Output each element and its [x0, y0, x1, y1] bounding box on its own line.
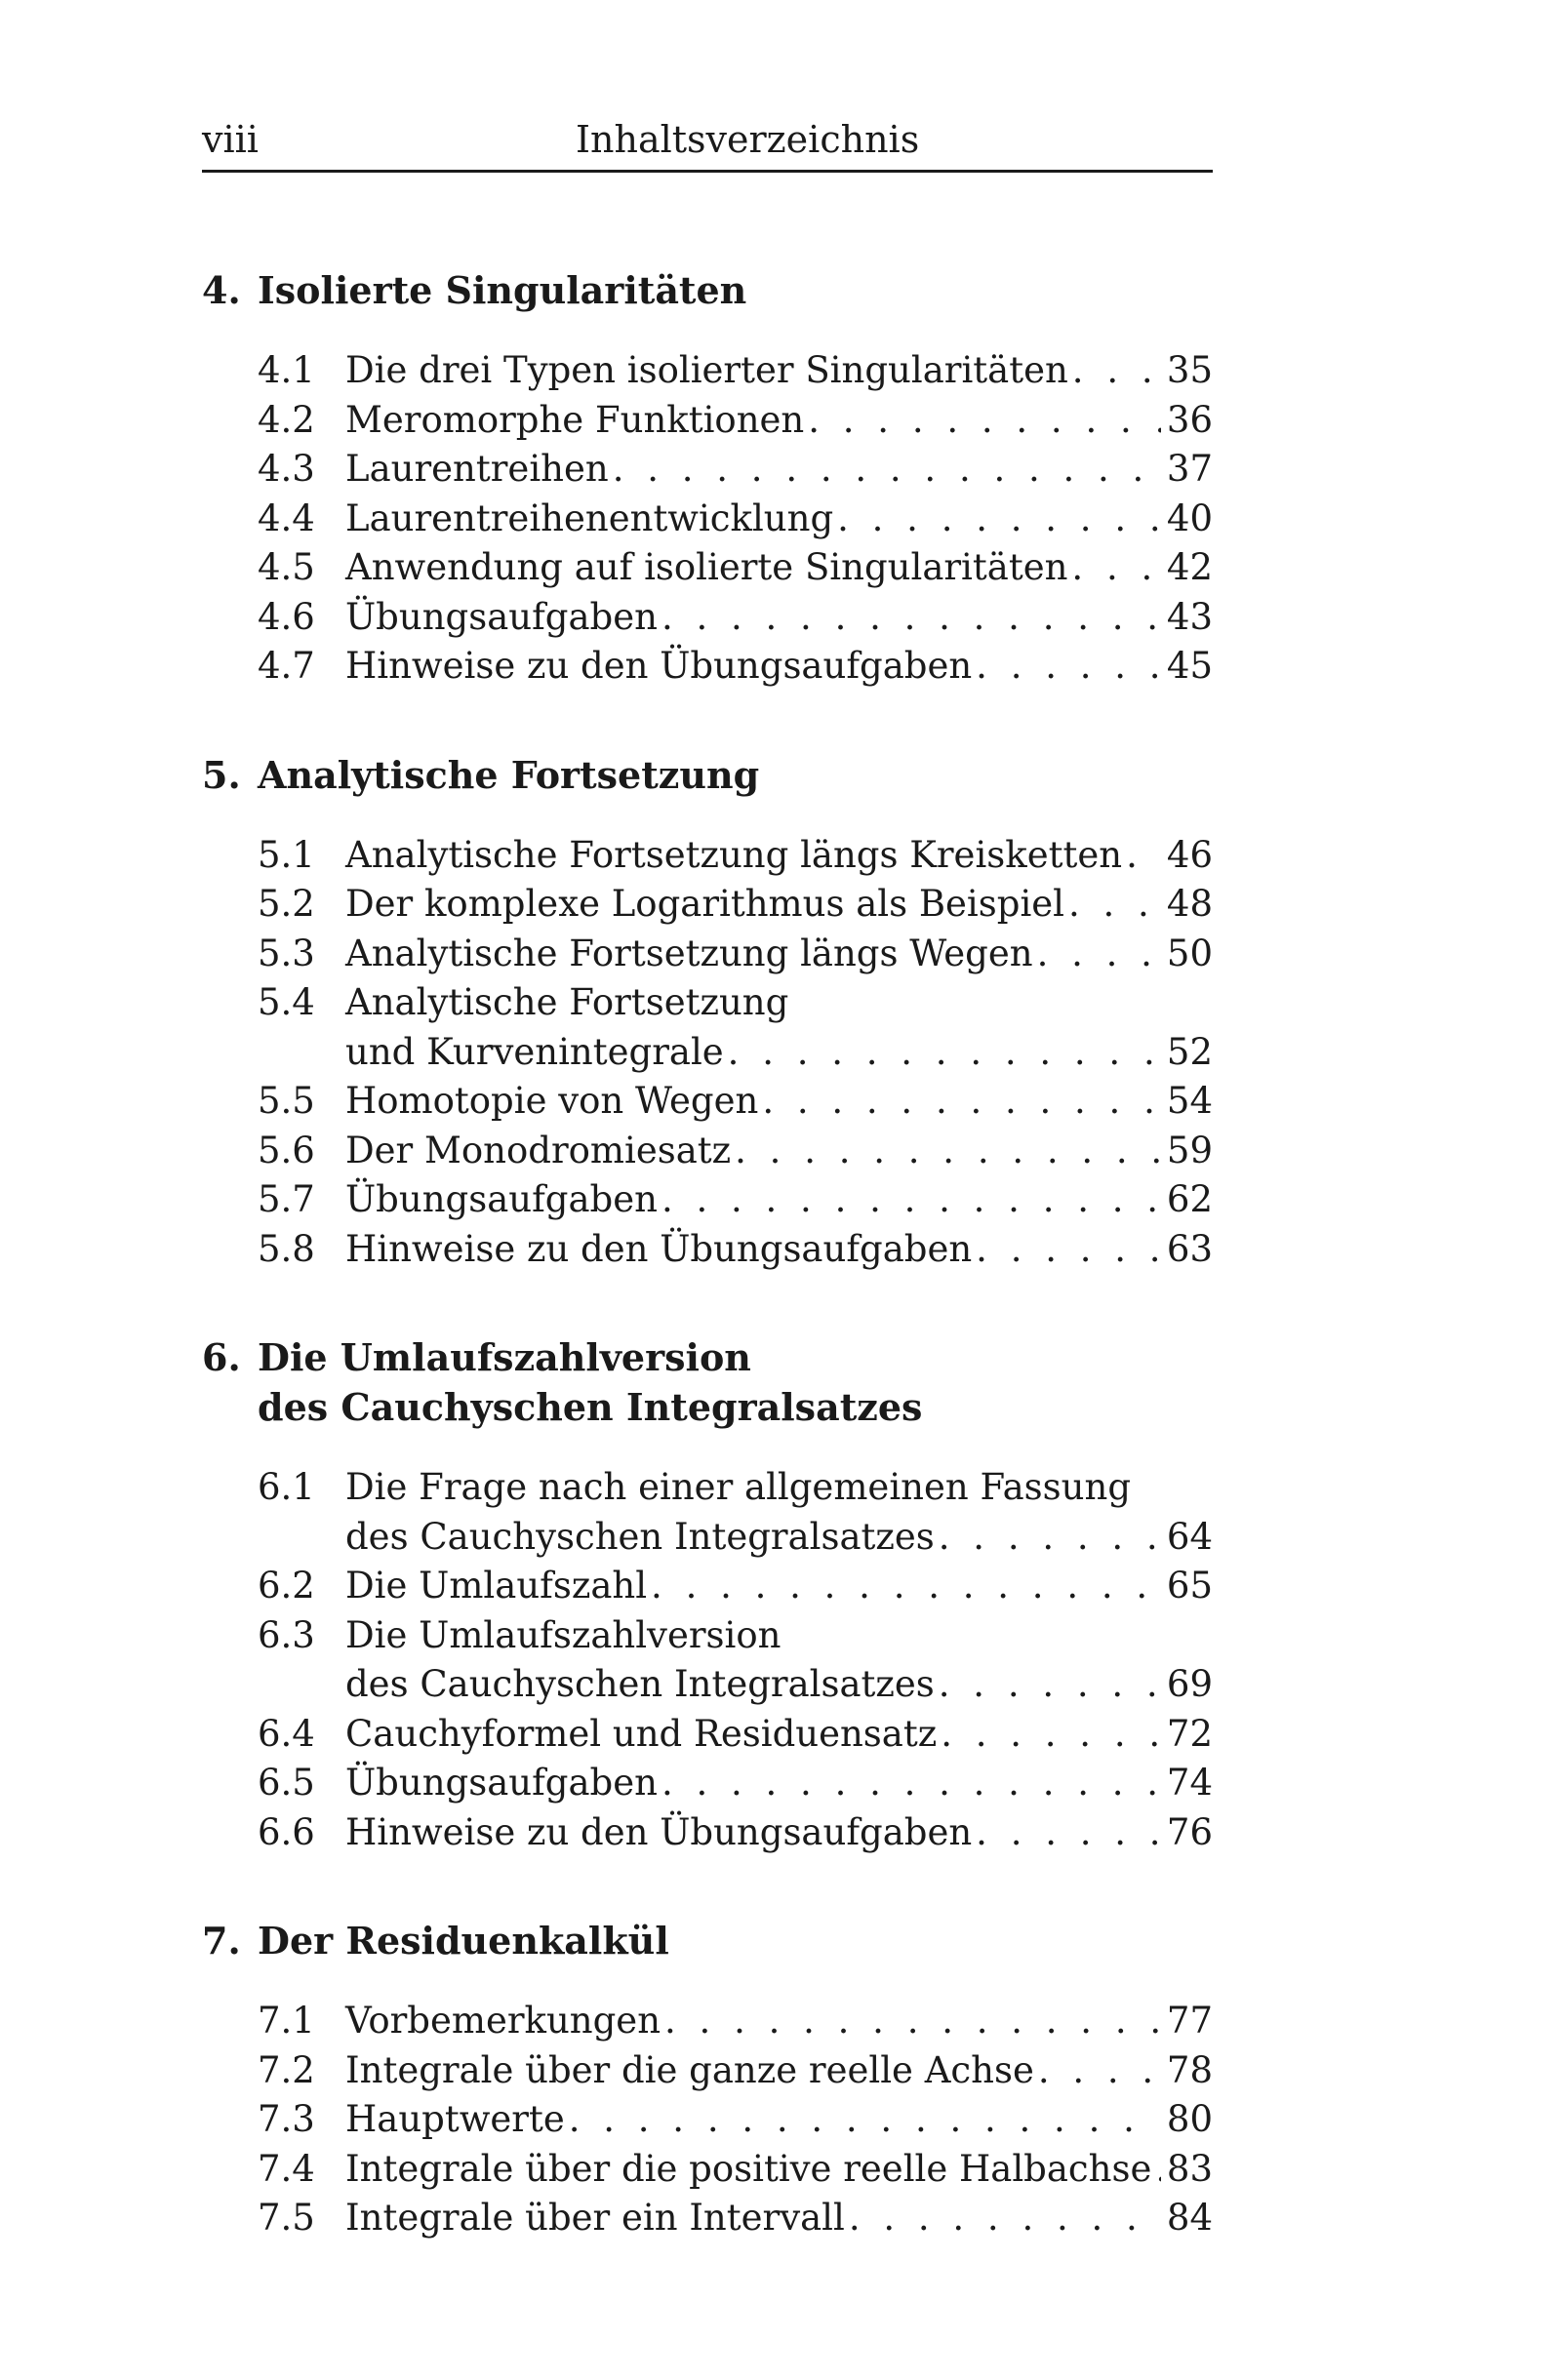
section-line: [345, 831, 1213, 881]
section-body: [345, 593, 1213, 643]
section-number: 7.1: [258, 2000, 315, 2042]
section-title: Übungsaufgaben: [345, 1178, 658, 1220]
dot-leader: [728, 1028, 1161, 1078]
section-number: 5.6: [258, 1129, 315, 1171]
section-title: Hinweise zu den Übungsaufgaben: [345, 1227, 973, 1270]
toc-entry[interactable]: [202, 642, 1213, 692]
dot-leader: [661, 593, 1161, 643]
page-reference: 69: [1166, 1663, 1213, 1705]
page-reference: 84: [1166, 2197, 1213, 2239]
toc-entry[interactable]: [202, 1997, 1213, 2046]
page-header: [202, 115, 1213, 173]
toc-entry[interactable]: [202, 1077, 1213, 1127]
section-body: [345, 445, 1213, 495]
page-reference: 52: [1166, 1030, 1213, 1073]
section-line: [345, 346, 1213, 396]
section-line: [345, 1463, 1213, 1513]
section-title: des Cauchyschen Integralsatzes: [345, 1515, 935, 1558]
toc-entry[interactable]: [202, 593, 1213, 643]
section-number: 4.2: [258, 398, 315, 441]
dot-leader: [613, 445, 1161, 495]
page-reference: 46: [1166, 833, 1213, 876]
section-body: [345, 880, 1213, 930]
page-number: viii: [202, 118, 259, 161]
section-title: Übungsaufgaben: [345, 1762, 658, 1804]
section-title: Hinweise zu den Übungsaufgaben: [345, 645, 973, 687]
section-number: 7.3: [258, 2098, 315, 2140]
section-line: [345, 495, 1213, 544]
section-number: 4.3: [258, 448, 315, 490]
page-reference: 74: [1166, 1762, 1213, 1804]
page-reference: 77: [1166, 2000, 1213, 2042]
chapter-title: [258, 265, 746, 315]
section-line: [345, 880, 1213, 930]
toc-entry[interactable]: [202, 1710, 1213, 1760]
section-number: 5.1: [258, 833, 315, 876]
toc-entry[interactable]: [202, 1463, 1213, 1562]
section-title: Vorbemerkungen: [345, 2000, 661, 2042]
chapter-number: 4.: [202, 268, 241, 312]
section-line: [345, 1175, 1213, 1225]
dot-leader: [849, 2194, 1161, 2243]
toc-entry[interactable]: [202, 1127, 1213, 1176]
page-reference: 54: [1166, 1080, 1213, 1122]
dot-leader: [1068, 880, 1161, 930]
section-body: [345, 495, 1213, 544]
section-line: [345, 1808, 1213, 1858]
section-number: 4.1: [258, 349, 315, 391]
dot-leader: [976, 1808, 1161, 1858]
section-body: [345, 1225, 1213, 1275]
section-title: Die Umlaufszahlversion: [345, 1613, 782, 1656]
page-reference: 83: [1166, 2147, 1213, 2190]
section-number: 6.1: [258, 1466, 315, 1508]
chapter-title: [258, 1332, 922, 1432]
section-body: [345, 1127, 1213, 1176]
section-line: [345, 1759, 1213, 1808]
chapter-title: [258, 750, 759, 800]
section-number: 6.4: [258, 1712, 315, 1755]
section-body: [345, 2194, 1213, 2243]
toc-entry[interactable]: [202, 2145, 1213, 2195]
dot-leader: [762, 1077, 1161, 1127]
section-line: [345, 1660, 1213, 1710]
section-body: [345, 831, 1213, 881]
section-body: [345, 978, 1213, 1077]
dot-leader: [661, 1175, 1161, 1225]
page-reference: 40: [1166, 496, 1213, 539]
dot-leader: [939, 1660, 1161, 1710]
chapter-number: 5.: [202, 752, 241, 797]
section-body: [345, 2095, 1213, 2145]
section-body: [345, 1175, 1213, 1225]
section-line: [345, 593, 1213, 643]
dot-leader: [1071, 543, 1160, 593]
dot-leader: [837, 495, 1161, 544]
toc-entry[interactable]: [202, 445, 1213, 495]
dot-leader: [1072, 346, 1161, 396]
section-line: [345, 1225, 1213, 1275]
section-body: [345, 2145, 1213, 2195]
toc-entry[interactable]: [202, 880, 1213, 930]
section-body: [345, 642, 1213, 692]
dot-leader: [808, 396, 1161, 446]
toc-entry[interactable]: [202, 978, 1213, 1077]
section-body: [345, 930, 1213, 979]
section-title: Übungsaufgaben: [345, 595, 658, 638]
toc-entry[interactable]: [202, 2194, 1213, 2243]
section-line: [345, 2145, 1213, 2195]
section-line: [345, 445, 1213, 495]
chapter-number: 6.: [202, 1335, 241, 1379]
page-reference: 37: [1166, 448, 1213, 490]
chapter-title-line: Analytische Fortsetzung: [258, 752, 760, 797]
dot-leader: [939, 1513, 1161, 1563]
toc-entry[interactable]: [202, 346, 1213, 396]
section-title: Die Frage nach einer allgemeinen Fassung: [345, 1466, 1132, 1508]
section-title: und Kurvenintegrale: [345, 1030, 724, 1073]
section-line: [345, 1127, 1213, 1176]
section-line: [345, 543, 1213, 593]
section-title: Die Umlaufszahl: [345, 1565, 648, 1606]
page-reference: 72: [1166, 1712, 1213, 1755]
section-title: Integrale über die ganze reelle Achse: [345, 2048, 1034, 2091]
page-reference: 36: [1166, 398, 1213, 441]
section-body: [345, 1710, 1213, 1760]
toc-entry[interactable]: [202, 1225, 1213, 1275]
page-reference: 76: [1166, 1810, 1213, 1853]
page-reference: 35: [1166, 349, 1213, 391]
section-line: [345, 2194, 1213, 2243]
section-number: 7.2: [258, 2048, 315, 2091]
section-number: 4.6: [258, 595, 315, 638]
toc-chapter: [202, 1332, 1213, 1857]
section-number: 6.5: [258, 1762, 315, 1804]
toc-entry[interactable]: [202, 2046, 1213, 2096]
section-title: Laurentreihen: [345, 448, 609, 490]
toc-chapter: [202, 265, 1213, 692]
section-number: 6.2: [258, 1565, 315, 1606]
section-body: [345, 1997, 1213, 2046]
section-title: Analytische Fortsetzung längs Kreisketten: [345, 833, 1123, 876]
section-title: Die drei Typen isolierter Singularitäten: [345, 349, 1068, 391]
toc-entry[interactable]: [202, 396, 1213, 446]
section-title: Integrale über die positive reelle Halbachse: [345, 2147, 1152, 2190]
page-reference: 42: [1166, 546, 1213, 588]
section-body: [345, 543, 1213, 593]
dot-leader: [1037, 930, 1161, 979]
toc-entry[interactable]: [202, 1808, 1213, 1858]
section-title: Hauptwerte: [345, 2098, 565, 2140]
section-body: [345, 1759, 1213, 1808]
chapter-title-line: Die Umlaufszahlversion: [258, 1335, 751, 1379]
toc-entry[interactable]: [202, 495, 1213, 544]
dot-leader: [976, 642, 1161, 692]
section-number: 6.3: [258, 1613, 315, 1656]
section-line: [345, 1562, 1213, 1611]
section-number: 5.7: [258, 1178, 315, 1220]
toc-entry[interactable]: [202, 930, 1213, 979]
section-line: [345, 1710, 1213, 1760]
section-body: [345, 1808, 1213, 1858]
section-title: Der komplexe Logarithmus als Beispiel: [345, 883, 1065, 925]
section-title: Laurentreihenentwicklung: [345, 496, 834, 539]
section-title: Cauchyformel und Residuensatz: [345, 1712, 938, 1755]
section-number: 5.8: [258, 1227, 315, 1270]
section-line: [345, 978, 1213, 1028]
section-number: 4.5: [258, 546, 315, 588]
toc-entry[interactable]: [202, 1759, 1213, 1808]
page-reference: 80: [1166, 2098, 1213, 2140]
section-body: [345, 1463, 1213, 1562]
section-title: Homotopie von Wegen: [345, 1080, 759, 1122]
section-line: [345, 1028, 1213, 1078]
page-reference: 65: [1166, 1565, 1213, 1606]
chapter-title-line: des Cauchyschen Integralsatzes: [258, 1385, 923, 1429]
section-number: 5.5: [258, 1080, 315, 1122]
page-reference: 62: [1166, 1178, 1213, 1220]
section-number: 5.2: [258, 883, 315, 925]
section-body: [345, 1611, 1213, 1710]
section-title: Analytische Fortsetzung: [345, 981, 789, 1023]
dot-leader: [1038, 2046, 1161, 2096]
section-number: 7.5: [258, 2197, 315, 2239]
toc-entry[interactable]: [202, 543, 1213, 593]
section-title: Hinweise zu den Übungsaufgaben: [345, 1810, 973, 1853]
dot-leader: [976, 1225, 1161, 1275]
section-body: [345, 2046, 1213, 2096]
section-line: [345, 396, 1213, 446]
page-reference: 48: [1166, 883, 1213, 925]
chapter-heading[interactable]: [202, 1332, 1213, 1432]
chapter-title-line: Der Residuenkalkül: [258, 1919, 669, 1963]
section-title: Integrale über ein Intervall: [345, 2197, 845, 2239]
chapter-title: [258, 1916, 669, 1965]
chapter-heading[interactable]: [202, 265, 1213, 315]
section-number: 4.7: [258, 645, 315, 687]
chapter-number: 7.: [202, 1919, 241, 1963]
dot-leader: [651, 1562, 1161, 1611]
toc-entry[interactable]: [202, 1562, 1213, 1611]
page-reference: 63: [1166, 1227, 1213, 1270]
page-reference: 64: [1166, 1515, 1213, 1558]
dot-leader: [569, 2095, 1161, 2145]
toc-entry[interactable]: [202, 2095, 1213, 2145]
toc-chapter: [202, 750, 1213, 1275]
section-line: [345, 2046, 1213, 2096]
section-number: 5.4: [258, 981, 315, 1023]
section-title: Analytische Fortsetzung längs Wegen: [345, 932, 1033, 974]
section-line: [345, 930, 1213, 979]
chapter-title-line: Isolierte Singularitäten: [258, 268, 747, 312]
table-of-contents: [202, 265, 1213, 2302]
section-number: 5.3: [258, 932, 315, 974]
section-line: [345, 2095, 1213, 2145]
dot-leader: [735, 1127, 1161, 1176]
dot-leader: [1155, 2145, 1161, 2195]
toc-entry[interactable]: [202, 1175, 1213, 1225]
section-line: [345, 1611, 1213, 1661]
page-reference: 45: [1166, 645, 1213, 687]
section-title: Meromorphe Funktionen: [345, 398, 805, 441]
page-reference: 50: [1166, 932, 1213, 974]
section-body: [345, 1562, 1213, 1611]
section-line: [345, 642, 1213, 692]
dot-leader: [664, 1997, 1161, 2046]
section-number: 7.4: [258, 2147, 315, 2190]
toc-entry[interactable]: [202, 831, 1213, 881]
dot-leader: [1126, 831, 1161, 881]
dot-leader: [661, 1759, 1161, 1808]
page-reference: 59: [1166, 1129, 1213, 1171]
section-line: [345, 1077, 1213, 1127]
section-body: [345, 1077, 1213, 1127]
running-title: Inhaltsverzeichnis: [576, 118, 920, 161]
toc-entry[interactable]: [202, 1611, 1213, 1710]
section-body: [345, 396, 1213, 446]
section-line: [345, 1997, 1213, 2046]
section-line: [345, 1513, 1213, 1563]
section-body: [345, 346, 1213, 396]
section-number: 4.4: [258, 496, 315, 539]
section-title: Der Monodromiesatz: [345, 1129, 732, 1171]
page-reference: 43: [1166, 595, 1213, 638]
toc-chapter: [202, 1916, 1213, 2243]
chapter-heading[interactable]: [202, 1916, 1213, 1965]
page-reference: 78: [1166, 2048, 1213, 2091]
section-title: des Cauchyschen Integralsatzes: [345, 1663, 935, 1705]
dot-leader: [941, 1710, 1161, 1760]
section-number: 6.6: [258, 1810, 315, 1853]
section-title: Anwendung auf isolierte Singularitäten: [345, 546, 1068, 588]
chapter-heading[interactable]: [202, 750, 1213, 800]
